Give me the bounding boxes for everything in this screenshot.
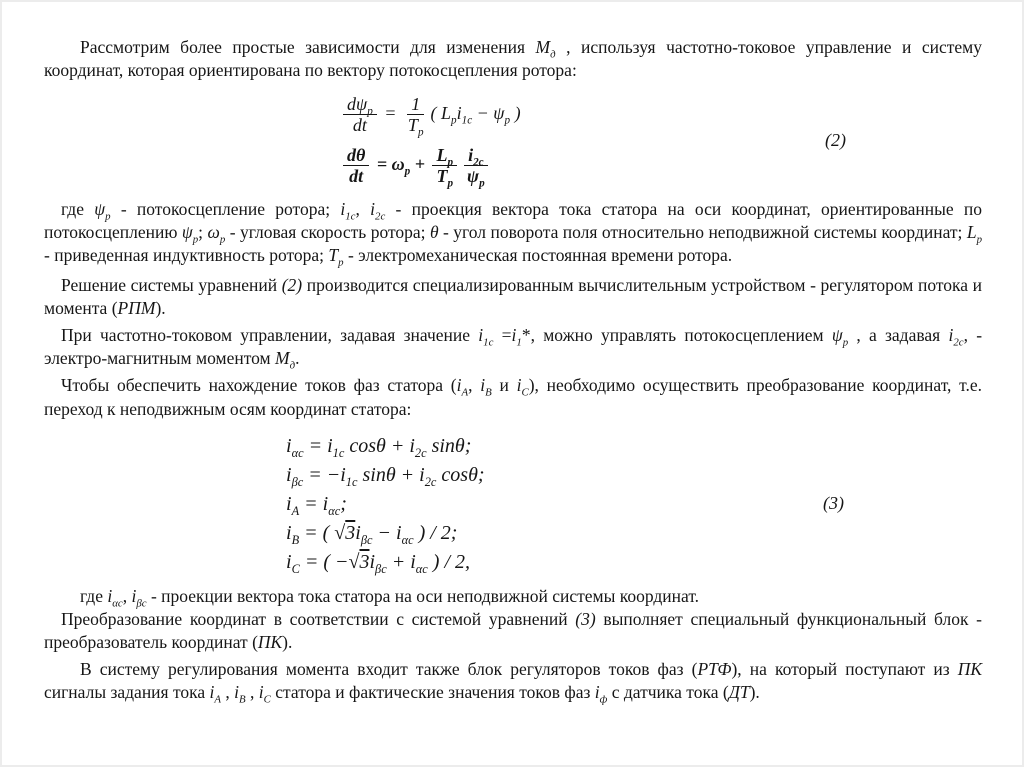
paragraph-phase-currents: Чтобы обеспечить нахождение токов фаз статора ($i_A$, $i_B$ и $i_C$), необходимо осуществить преобразование координат, т.е. переход к неподвижным осям координат статора:: [44, 375, 983, 419]
equation-2-lines: [340, 94, 521, 190]
equation-2-number: (2): [825, 129, 846, 150]
equation-3-line-2: $i_{\beta c} = -i_{1c}$ $\sin\theta + i_{2c}$ cosθ;: [286, 463, 485, 489]
equation-3-line-3: $i_A = i_{\alpha c}$;: [286, 492, 347, 518]
equation-block-2: [44, 94, 982, 190]
equation-3-line-5: $i_C$ = ( $-√3i_{\beta c} + i_{\alpha c}$ ) / 2,: [286, 550, 470, 576]
paragraph-converter: Преобразование координат в соответствии с системой уравнений (3) выполняет специальный функциональный блок - преобразователь координат (ПК).: [44, 608, 982, 652]
paragraph-regulator: В систему регулирования момента входит также блок регуляторов токов фаз (РТФ), на который поступают из ПК сигналы задания тока $i_A$ , $i_B$ , $i_C$ статора и фактические значения токов фаз $i_ф$ с датчика тока (ДТ).: [44, 658, 982, 706]
equation-2-line-1: $\frac{d\psi_p}{dt}$ = $\frac{1}{T_p}$ ( $L_pi_{1c} - \psi_p$ ): [340, 94, 521, 135]
equation-2-line-2: $\frac{d\theta}{dt}$ = $\omega_p$ + $\frac{L_p}{T_p}$ $\frac{i_{2c}}{\psi_p}$: [340, 145, 521, 186]
equation-3-line-4: $i_B$ = ( $√3i_{\beta c} - i_{\alpha c}$ ) / 2;: [286, 521, 458, 547]
paragraph-definitions: где $\psi_p$ - потокосцепление ротора; $i_{1c}$, $i_{2c}$ - проекция вектора тока статора на оси координат, ориентированные по потокосцеплению $\psi_p$; $\omega_p$ - угловая скорость ротора; θ - угол поворота поля относительно неподвижной системы координат; $L_p$ - приведенная индуктивность ротора; $T_p$ - электромеханическая постоянная времени ротора.: [44, 198, 983, 269]
equation-block-3: [44, 433, 982, 575]
paragraph-solution: Решение системы уравнений (2) производится специализированным вычислительным устройством - регулятором потока и момента (РПМ).: [44, 275, 982, 319]
paragraph-projections: где $i_{\alpha c}$, $i_{\beta c}$ - проекции вектора тока статора на оси неподвижной системы координат.: [80, 585, 700, 610]
equation-3-lines: [286, 433, 485, 575]
equation-3-number: (3): [823, 493, 844, 514]
equation-3-line-1: $i_{\alpha c} = i_{1c}$ $\cos\theta + i_{2c}$ sinθ;: [286, 434, 472, 460]
paragraph-control: При частотно-токовом управлении, задавая значение $i_{1c} =i_1*$, можно управлять потокосцеплением $\psi_p$ , а задавая $i_{2c}$, - электро-магнитным моментом $M_д$.: [44, 325, 983, 372]
paragraph-intro: Рассмотрим более простые зависимости для изменения $M_д$ , используя частотно-токовое управление и систему координат, которая ориентирована по вектору потокосцепления ротора:: [44, 37, 982, 81]
